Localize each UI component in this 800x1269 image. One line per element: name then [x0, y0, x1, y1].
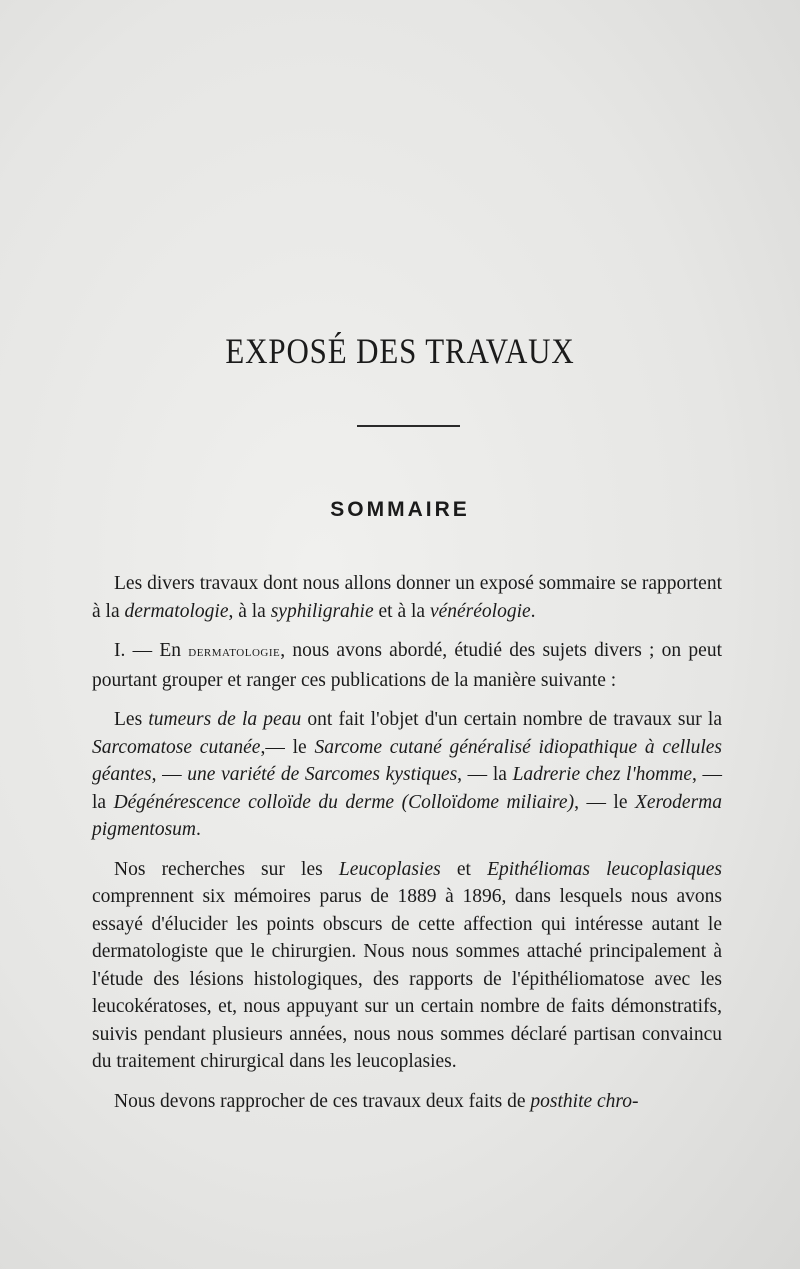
text-run: .	[530, 600, 536, 622]
text-run: Nos recherches sur les	[114, 858, 339, 880]
text-run: ,— le	[260, 736, 315, 758]
paragraph-posthite	[92, 1088, 722, 1116]
italic-run: Sarcomatose cutanée	[92, 736, 261, 758]
text-run: .	[196, 819, 201, 840]
text-run: et	[440, 858, 488, 880]
text-run: , — la	[92, 764, 722, 813]
italic-run: tumeurs de la peau	[148, 709, 302, 730]
text-run: I. — En	[114, 640, 189, 661]
paragraph-tumeurs	[92, 706, 722, 844]
italic-run: posthite chro-	[530, 1090, 639, 1112]
text-run: , —	[151, 764, 188, 785]
italic-run: une variété de Sarcomes kystiques	[187, 764, 458, 785]
text-run: Nous devons rapprocher de ces travaux deux faits de	[114, 1090, 531, 1112]
smallcaps-run: dermatologie	[188, 644, 281, 660]
paragraph-dermatology	[92, 637, 722, 694]
italic-run: Leucoplasies	[338, 858, 441, 880]
text-run: Les	[114, 709, 149, 730]
italic-run: Dégénérescence colloïde du derme (Colloïdome miliaire)	[113, 791, 575, 813]
italic-run: vénéréologie	[429, 600, 531, 622]
text-run: , — le	[574, 791, 635, 813]
body-text	[92, 570, 722, 1127]
text-run: , — la	[457, 764, 513, 785]
text-run: , à la	[228, 600, 271, 622]
section-title: SOMMAIRE	[330, 498, 470, 521]
italic-run: Xeroderma pigmentosum	[92, 791, 722, 840]
text-run: comprennent six mémoires parus de 1889 à 1896, dans lesquels nous avons essayé d'élucider les points obscurs de cette affection qui intéresse autant le dermatologiste que le chirurgien. Nous nous sommes attaché principalement à l'étude des lésions histologiques, des rapports de l'épithéliomatose avec les leucokératoses, et, nous appuyant sur un certain nombre de faits démonstratifs, suivis pendant plusieurs années, nous nous sommes déclaré partisan convaincu du traitement chirurgical dans les leucoplasies.	[92, 886, 722, 1072]
italic-run: Epithéliomas leucoplasiques	[487, 858, 723, 880]
paragraph-intro	[92, 570, 722, 625]
paragraph-leucoplasies	[92, 856, 722, 1076]
italic-run: Sarcome cutané généralisé idiopathique à cellules géantes	[92, 736, 722, 785]
italic-run: dermatologie	[124, 600, 229, 622]
text-run: ont fait l'objet d'un certain nombre de travaux sur la	[301, 709, 723, 730]
text-run: , nous avons abordé, étudié des sujets divers ; on peut pourtant grouper et ranger ces publications de la manière suivante :	[92, 640, 723, 691]
text-run: et à la	[373, 600, 430, 622]
page-title: EXPOSÉ DES TRAVAUX	[225, 331, 575, 371]
text-run: Les divers travaux dont nous allons donner un exposé sommaire se rapportent à la	[92, 573, 722, 622]
italic-run: Ladrerie chez l'homme	[512, 764, 692, 785]
italic-run: syphiligrahie	[270, 600, 374, 622]
divider-rule	[357, 425, 460, 427]
